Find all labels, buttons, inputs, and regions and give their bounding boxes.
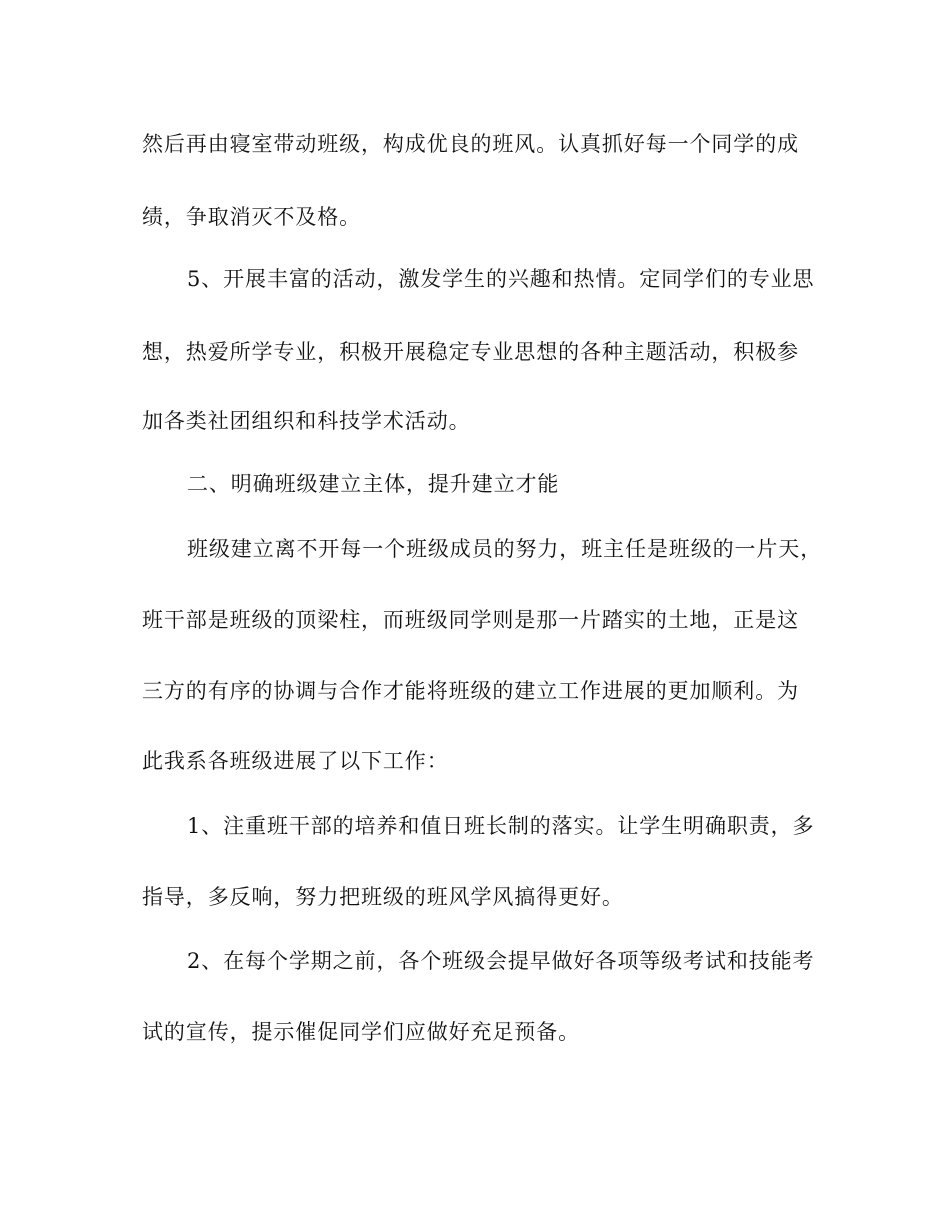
paragraph-start-line: 班级建立离不开每一个班级成员的努力，班主任是班级的一片天， xyxy=(187,537,823,561)
text-line: 绩，争取消灭不及格。 xyxy=(142,205,361,229)
text-line: 班干部是班级的顶梁柱，而班级同学则是那一片踏实的土地，正是这 xyxy=(142,608,799,632)
section-heading: 二、明确班级建立主体，提升建立才能 xyxy=(187,472,560,496)
text-line: 试的宣传，提示催促同学们应做好充足预备。 xyxy=(142,1020,580,1044)
paragraph-start-line: 2、在每个学期之前，各个班级会提早做好各项等级考试和技能考 xyxy=(187,949,815,973)
text-line: 想，热爱所学专业，积极开展稳定专业思想的各种主题活动，积极参 xyxy=(142,340,799,364)
paragraph-start-line: 1、注重班干部的培养和值日班长制的落实。让学生明确职责，多 xyxy=(187,814,815,838)
text-line: 加各类社团组织和科技学术活动。 xyxy=(142,409,471,433)
text-line: 指导，多反响，努力把班级的班风学风搞得更好。 xyxy=(142,885,624,909)
paragraph-start-line: 5、开展丰富的活动，激发学生的兴趣和热情。定同学们的专业思 xyxy=(187,267,815,291)
text-line: 此我系各班级进展了以下工作： xyxy=(142,749,449,773)
text-line: 然后再由寝室带动班级，构成优良的班风。认真抓好每一个同学的成 xyxy=(142,132,799,156)
text-line: 三方的有序的协调与合作才能将班级的建立工作进展的更加顺利。为 xyxy=(142,679,799,703)
